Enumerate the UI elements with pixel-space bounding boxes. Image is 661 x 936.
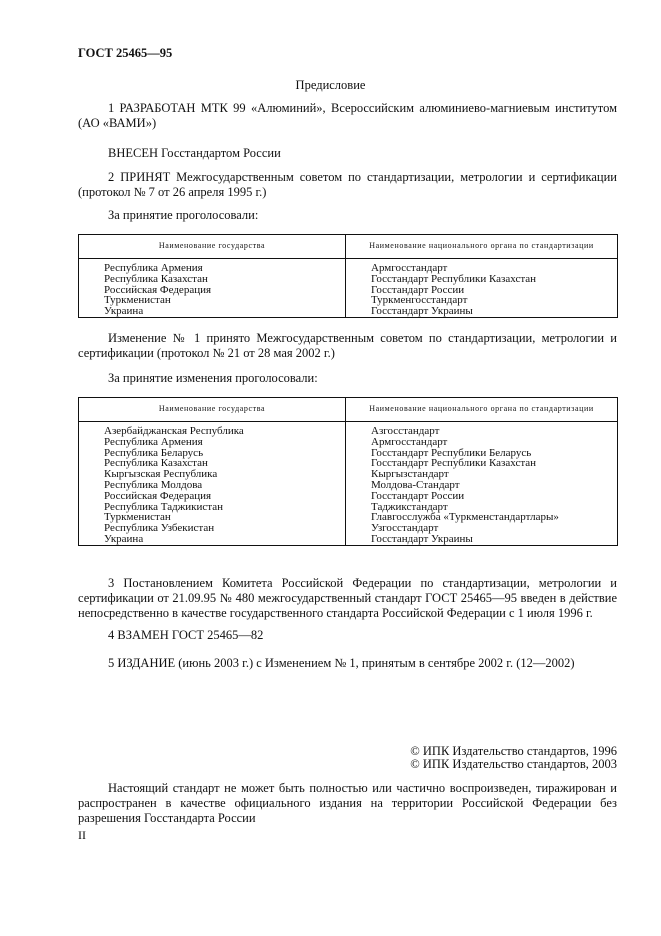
standards-body-cell: Армгосстандарт <box>346 259 618 274</box>
standards-body-cell: Главгосслужба «Туркменстандартлары» <box>346 512 618 523</box>
table-row <box>79 437 618 448</box>
state-cell: Республика Армения <box>79 437 346 448</box>
section-1-developed: 1 РАЗРАБОТАН МТК 99 «Алюминий», Всероссийским алюминиево-магниевым институтом (АО «ВАМИ») <box>78 101 617 130</box>
state-cell: Туркменистан <box>79 295 346 306</box>
standards-body-cell: Молдова-Стандарт <box>346 480 618 491</box>
standards-body-cell: Кыргызстандарт <box>346 469 618 480</box>
state-cell: Туркменистан <box>79 512 346 523</box>
column-header-standards-body: Наименование национального органа по стандартизации <box>346 398 618 422</box>
standards-body-cell: Таджикстандарт <box>346 502 618 513</box>
standards-body-cell: Азгосстандарт <box>346 422 618 437</box>
voting-table-1 <box>78 234 618 318</box>
state-cell: Республика Узбекистан <box>79 523 346 534</box>
standards-body-cell: Госстандарт России <box>346 491 618 502</box>
state-cell: Российская Федерация <box>79 285 346 296</box>
section-2-adopted: 2 ПРИНЯТ Межгосударственным советом по стандартизации, метрологии и сертификации (протокол № 7 от 26 апреля 1995 г.) <box>78 170 617 199</box>
table1-caption: За принятие проголосовали: <box>108 208 259 222</box>
column-header-standards-body: Наименование национального органа по стандартизации <box>346 235 618 259</box>
state-cell: Республика Беларусь <box>79 448 346 459</box>
state-cell: Республика Армения <box>79 259 346 274</box>
amendment-adopted: Изменение № 1 принято Межгосударственным советом по стандартизации, метрологии и сертификации (протокол № 21 от 28 мая 2002 г.) <box>78 331 617 360</box>
standards-body-cell: Госстандарт Республики Казахстан <box>346 458 618 469</box>
state-cell: Украина <box>79 306 346 317</box>
standards-body-cell: Госстандарт Республики Беларусь <box>346 448 618 459</box>
voting-table-2 <box>78 397 618 546</box>
table2-caption: За принятие изменения проголосовали: <box>108 371 318 385</box>
state-cell: Республика Молдова <box>79 480 346 491</box>
column-header-state: Наименование государства <box>79 398 346 422</box>
column-header-state: Наименование государства <box>79 235 346 259</box>
table-row <box>79 491 618 502</box>
standards-body-cell: Армгосстандарт <box>346 437 618 448</box>
copyright-2003: © ИПК Издательство стандартов, 2003 <box>410 757 617 771</box>
reproduction-notice: Настоящий стандарт не может быть полностью или частично воспроизведен, тиражирован и распространен в качестве официального издания на территории Российской Федерации без разрешения Госстандарта России <box>78 781 617 825</box>
state-cell: Республика Казахстан <box>79 458 346 469</box>
table-row <box>79 523 618 534</box>
table-row <box>79 306 618 317</box>
copyright-1996: © ИПК Издательство стандартов, 1996 <box>410 744 617 758</box>
table-row <box>79 295 618 306</box>
state-cell: Украина <box>79 534 346 545</box>
state-cell: Российская Федерация <box>79 491 346 502</box>
standards-body-cell: Госстандарт Украины <box>346 534 618 545</box>
table-row <box>79 259 618 274</box>
table-header-row <box>79 398 618 422</box>
page-title: Предисловие <box>295 78 366 92</box>
state-cell: Азербайджанская Республика <box>79 422 346 437</box>
state-cell: Республика Казахстан <box>79 274 346 285</box>
document-code: ГОСТ 25465—95 <box>78 46 173 60</box>
table-row <box>79 274 618 285</box>
table-row <box>79 422 618 437</box>
state-cell: Республика Таджикистан <box>79 502 346 513</box>
state-cell: Кыргызская Республика <box>79 469 346 480</box>
standards-body-cell: Госстандарт Украины <box>346 306 618 317</box>
standards-body-cell: Туркменгосстандарт <box>346 295 618 306</box>
section-5-edition: 5 ИЗДАНИЕ (июнь 2003 г.) с Изменением № 1, принятым в сентябре 2002 г. (12—2002) <box>108 656 575 670</box>
section-4-replaces: 4 ВЗАМЕН ГОСТ 25465—82 <box>108 628 264 642</box>
standards-body-cell: Госстандарт России <box>346 285 618 296</box>
standards-body-cell: Госстандарт Республики Казахстан <box>346 274 618 285</box>
standards-body-cell: Узгосстандарт <box>346 523 618 534</box>
table-row <box>79 534 618 545</box>
page-number: II <box>78 828 86 842</box>
table-header-row <box>79 235 618 259</box>
section-3-enacted: 3 Постановлением Комитета Российской Федерации по стандартизации, метрологии и сертификации от 21.09.95 № 480 межгосударственный стандарт ГОСТ 25465—95 введен в действие непосредственно в качестве государственного стандарта Российской Федерации с 1 июля 1996 г. <box>78 576 617 620</box>
section-1-introduced: ВНЕСЕН Госстандартом России <box>108 146 281 160</box>
